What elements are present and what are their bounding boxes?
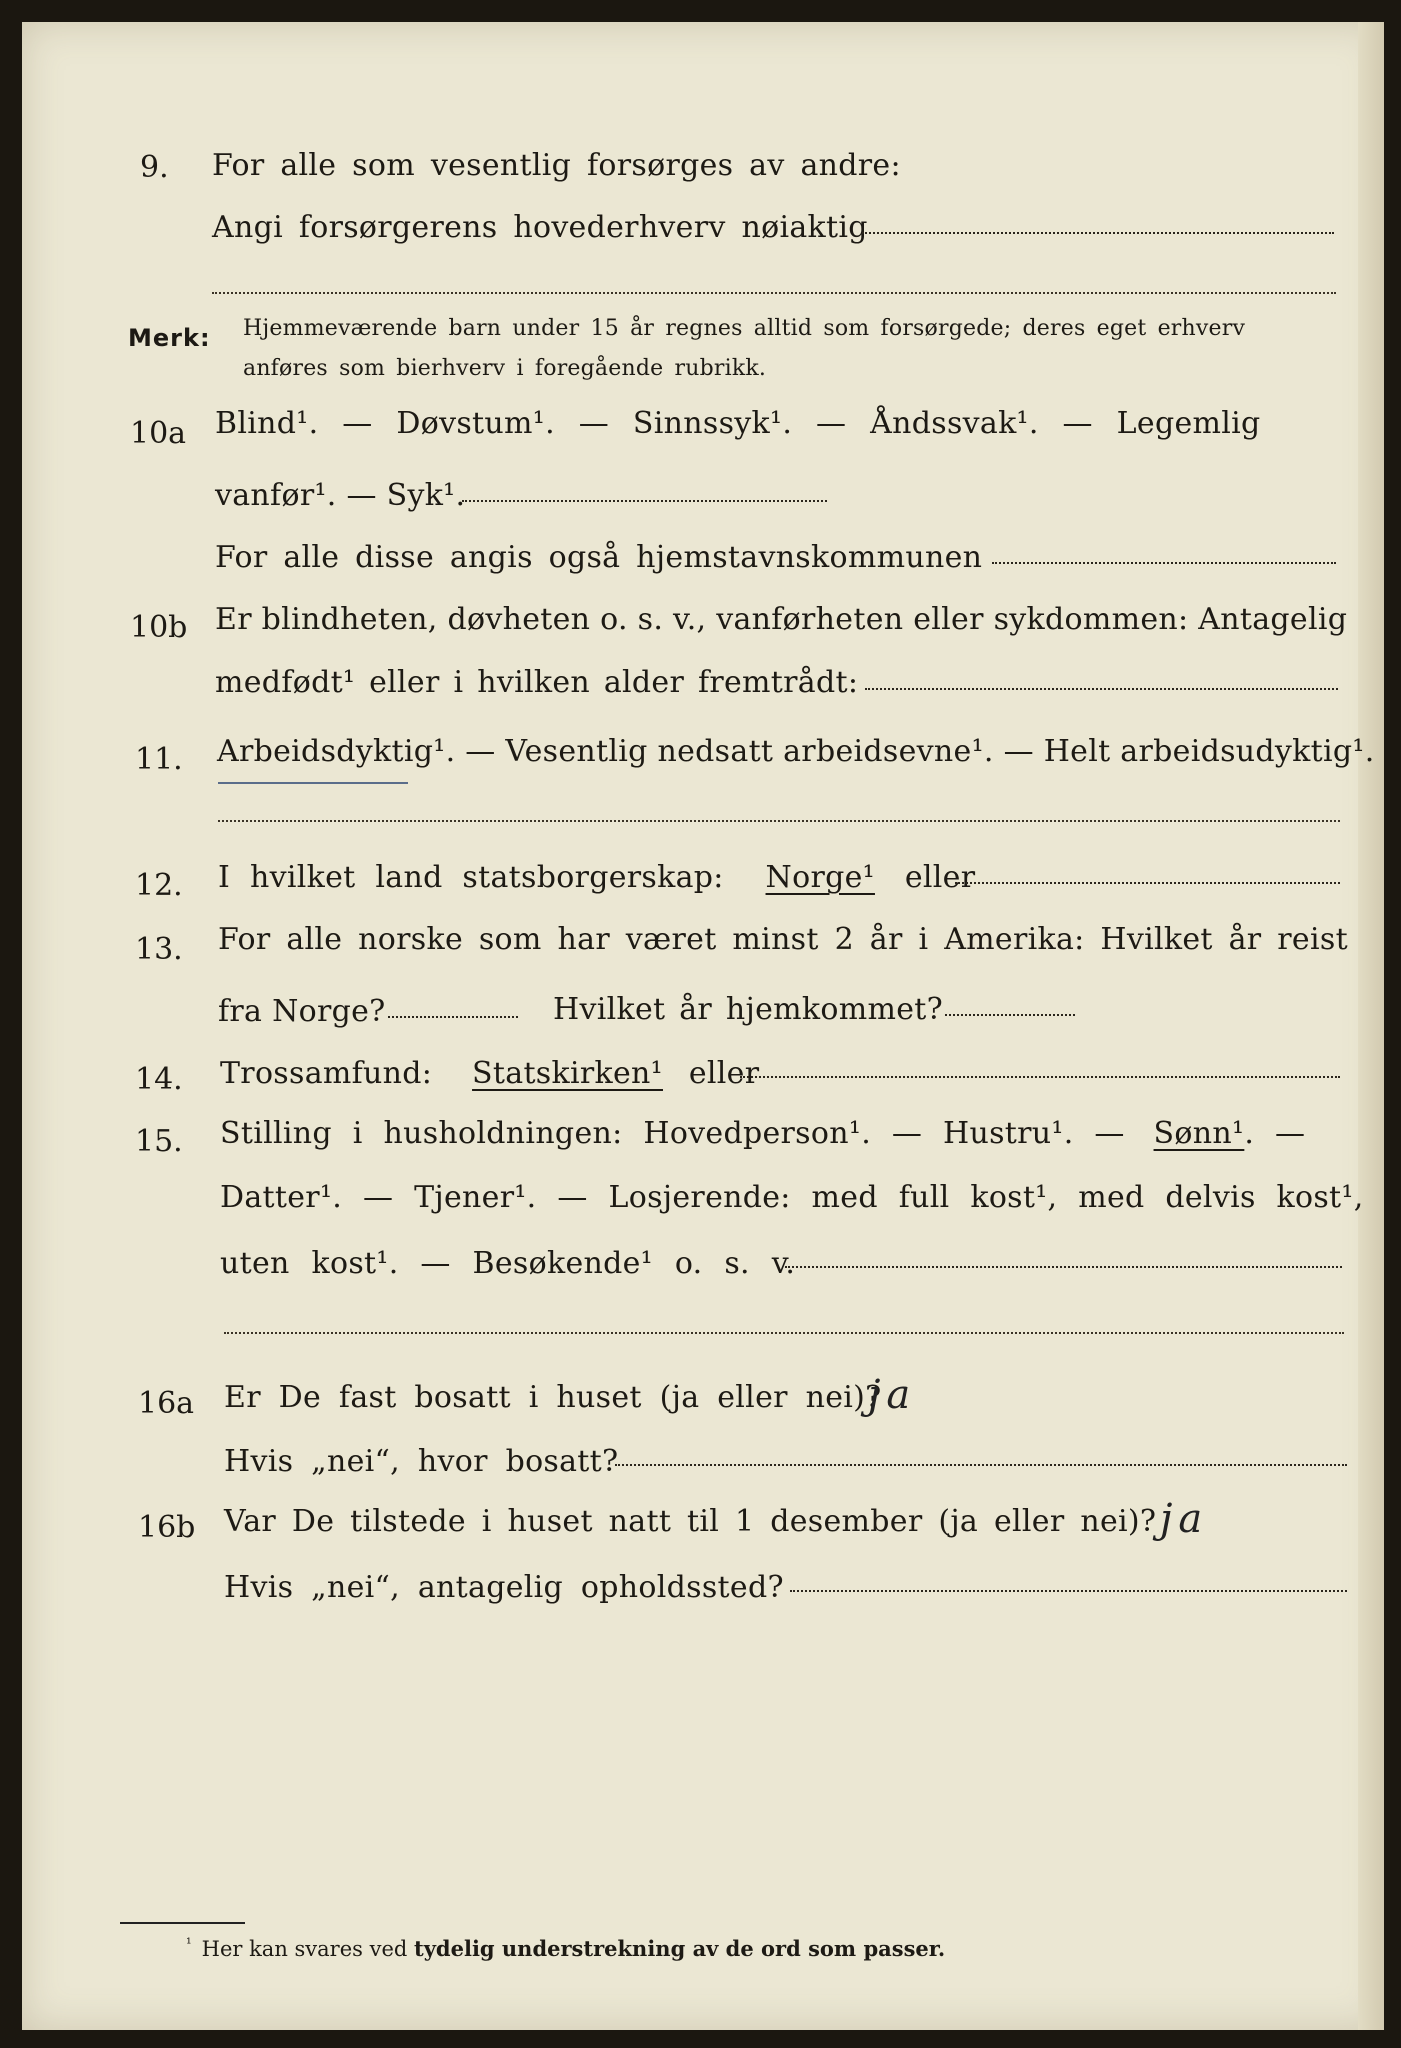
q16a-line2: Hvis „nei“, hvor bosatt? xyxy=(224,1444,619,1479)
q13-line1: For alle norske som har været minst 2 år i Amerika: Hvilket år reist xyxy=(218,922,1348,957)
q13-line2b: Hvilket år hjemkommet? xyxy=(553,992,944,1027)
q14-eller: eller xyxy=(688,1056,760,1091)
footnote-rule xyxy=(120,1922,245,1924)
q15-line3: uten kost¹. — Besøkende¹ o. s. v. xyxy=(220,1246,796,1281)
footnote-text-a: Her kan svares ved xyxy=(201,1937,415,1961)
q16a-answer-line[interactable] xyxy=(615,1464,1347,1466)
q9-number: 9. xyxy=(140,150,169,185)
q16a-line1: Er De fast bosatt i huset (ja eller nei)? xyxy=(224,1380,882,1415)
q15-answer-line[interactable] xyxy=(785,1266,1342,1268)
q13-reist-line[interactable] xyxy=(388,1016,518,1018)
q10a-line1: Blind¹. — Døvstum¹. — Sinnssyk¹. — Åndssvak¹. — Legemlig xyxy=(215,406,1261,441)
q11-underline-mark xyxy=(218,782,408,784)
q10a-line2: vanfør¹. — Syk¹. xyxy=(215,478,466,513)
q10a-answer-line[interactable] xyxy=(462,500,827,502)
q9-answer-line[interactable] xyxy=(862,232,1334,234)
q10a-number: 10a xyxy=(130,416,187,451)
q13-number: 13. xyxy=(135,932,183,967)
merk-line1: Hjemmeværende barn under 15 år regnes alltid som forsørgede; deres eget erhverv xyxy=(243,316,1246,341)
q9-line2: Angi forsørgerens hovederhverv nøiaktig xyxy=(212,210,868,245)
q9-line1: For alle som vesentlig forsørges av andre: xyxy=(212,148,901,183)
page-fold xyxy=(1358,22,1384,2030)
footnote-mark: ¹ xyxy=(186,1936,192,1952)
q15-number: 15. xyxy=(135,1124,183,1159)
q11-number: 11. xyxy=(135,742,183,777)
q10b-line1: Er blindheten, døvheten o. s. v., vanførheten eller sykdommen: Antagelig xyxy=(215,602,1348,637)
q15-line1 xyxy=(220,1116,1305,1151)
merk-line2: anføres som bierhverv i foregående rubrikk. xyxy=(243,356,767,381)
q16b-answer-line[interactable] xyxy=(790,1590,1347,1592)
q10b-line2: medfødt¹ eller i hvilken alder fremtrådt: xyxy=(215,665,859,700)
q12-option-norge[interactable]: Norge¹ xyxy=(765,860,875,895)
q10b-number: 10b xyxy=(130,610,188,645)
q11-option-arbeidsdyktig[interactable]: Arbeidsdyktig¹ xyxy=(217,734,446,769)
q11-rest: . — Vesentlig nedsatt arbeidsevne¹. — Helt arbeidsudyktig¹. xyxy=(445,734,1375,769)
q10b-answer-line[interactable] xyxy=(865,688,1338,690)
merk-label: Merk: xyxy=(128,324,211,352)
q13-line2a: fra Norge? xyxy=(218,994,386,1029)
q15-line1-tail: . — xyxy=(1244,1116,1306,1151)
q15-option-sonn[interactable]: Sønn¹ xyxy=(1153,1116,1245,1151)
q10a-line3: For alle disse angis også hjemstavnskommunen xyxy=(215,540,983,575)
q14-line xyxy=(220,1056,759,1091)
q15-answer-line-2[interactable] xyxy=(224,1332,1344,1334)
q10a-hjemstavn-line[interactable] xyxy=(992,562,1336,564)
q15-line2: Datter¹. — Tjener¹. — Losjerende: med full kost¹, med delvis kost¹, xyxy=(220,1180,1364,1215)
q14-answer-line[interactable] xyxy=(740,1076,1340,1078)
footnote xyxy=(186,1936,945,1961)
q16a-handwritten-answer[interactable]: ja xyxy=(868,1372,917,1418)
q9-answer-line-2[interactable] xyxy=(212,292,1336,294)
q11-line xyxy=(217,734,1375,769)
q12-question: I hvilket land statsborgerskap: xyxy=(218,860,724,895)
q12-answer-line[interactable] xyxy=(955,882,1340,884)
q16b-line2: Hvis „nei“, antagelig opholdssted? xyxy=(224,1570,784,1605)
q14-number: 14. xyxy=(135,1062,183,1097)
q12-line xyxy=(218,860,975,895)
q13-hjemkommet-line[interactable] xyxy=(945,1014,1075,1016)
q15-line1-text: Stilling i husholdningen: Hovedperson¹. — Hustru¹. — xyxy=(220,1116,1125,1151)
q11-answer-line[interactable] xyxy=(218,820,1340,822)
q16b-number: 16b xyxy=(138,1510,196,1545)
q16a-number: 16a xyxy=(138,1386,195,1421)
q16b-handwritten-answer[interactable]: ja xyxy=(1160,1496,1209,1542)
q14-question: Trossamfund: xyxy=(220,1056,433,1091)
q12-eller: eller xyxy=(904,860,976,895)
footnote-text-b: tydelig understrekning av de ord som passer. xyxy=(414,1936,946,1961)
q14-option-statskirken[interactable]: Statskirken¹ xyxy=(472,1056,663,1091)
q16b-line1: Var De tilstede i huset natt til 1 desember (ja eller nei)? xyxy=(224,1504,1157,1539)
q12-number: 12. xyxy=(135,868,183,903)
